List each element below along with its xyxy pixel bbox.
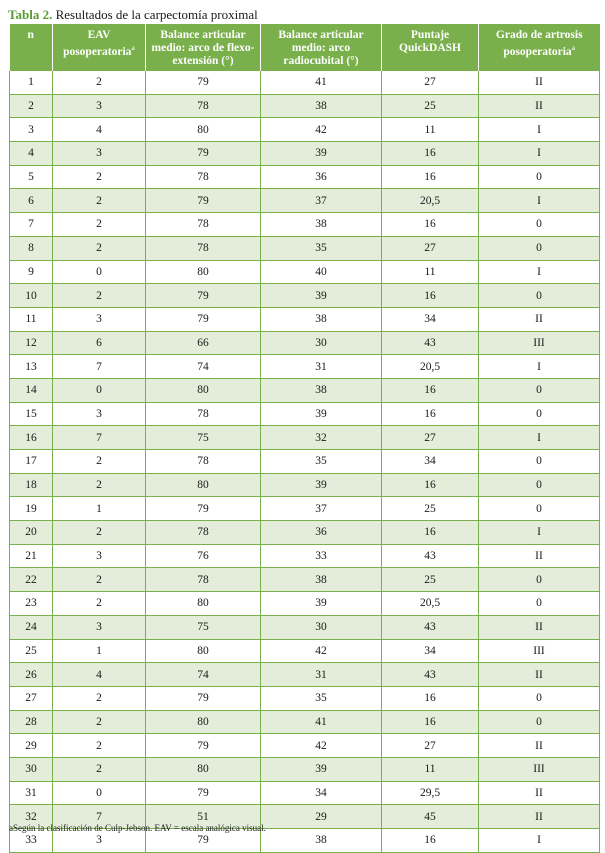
table-row — [10, 592, 600, 616]
column-header — [261, 24, 382, 71]
table-row — [10, 734, 600, 758]
table-row — [10, 639, 600, 663]
table-cell: 38 — [261, 568, 382, 592]
table-cell: 16 — [382, 284, 479, 308]
table-cell: 74 — [146, 663, 261, 687]
table-cell: 14 — [10, 378, 53, 402]
table-cell: 42 — [261, 734, 382, 758]
table-cell: 80 — [146, 710, 261, 734]
table-row — [10, 686, 600, 710]
table-cell: 38 — [261, 213, 382, 237]
table-cell: 6 — [53, 331, 146, 355]
table-cell: 25 — [10, 639, 53, 663]
table-cell: 0 — [479, 213, 600, 237]
table-cell: 0 — [53, 260, 146, 284]
table-cell: 20,5 — [382, 355, 479, 379]
table-cell: 38 — [261, 307, 382, 331]
table-cell: 2 — [53, 165, 146, 189]
table-cell: 27 — [382, 236, 479, 260]
caption-title: Resultados de la carpectomía proximal — [55, 7, 258, 22]
table-cell: 39 — [261, 757, 382, 781]
table-cell: 51 — [146, 805, 261, 829]
table-cell: 17 — [10, 450, 53, 474]
table-cell: 11 — [382, 260, 479, 284]
column-header-label: Grado de artrosis posoperatoria$^a$ — [495, 29, 583, 58]
column-header-label: Puntaje QuickDASH — [399, 29, 461, 54]
table-cell: 1 — [10, 71, 53, 94]
footnote-marker: a — [131, 44, 135, 52]
table-cell: 16 — [382, 165, 479, 189]
table-cell: 16 — [382, 829, 479, 853]
table-cell: 16 — [382, 213, 479, 237]
table-cell: I — [479, 118, 600, 142]
table-row — [10, 331, 600, 355]
table-cell: 24 — [10, 615, 53, 639]
table-cell: 2 — [53, 710, 146, 734]
table-cell: 11 — [10, 307, 53, 331]
table-cell: 31 — [261, 663, 382, 687]
table-cell: 39 — [261, 592, 382, 616]
table-cell: 25 — [382, 94, 479, 118]
table-cell: 79 — [146, 284, 261, 308]
table-cell: 31 — [10, 781, 53, 805]
table-cell: 80 — [146, 639, 261, 663]
table-cell: 0 — [479, 165, 600, 189]
table-cell: 79 — [146, 307, 261, 331]
table-cell: 28 — [10, 710, 53, 734]
table-cell: I — [479, 142, 600, 166]
table-cell: 6 — [10, 189, 53, 213]
table-cell: 4 — [53, 663, 146, 687]
table-cell: 0 — [53, 378, 146, 402]
table-cell: 31 — [261, 355, 382, 379]
table-cell: 39 — [261, 284, 382, 308]
table-row — [10, 497, 600, 521]
table-cell: 42 — [261, 639, 382, 663]
table-cell: I — [479, 829, 600, 853]
table-cell: 74 — [146, 355, 261, 379]
table-cell: II — [479, 71, 600, 94]
table-cell: 7 — [53, 355, 146, 379]
table-cell: III — [479, 639, 600, 663]
table-cell: 0 — [479, 236, 600, 260]
table-row — [10, 757, 600, 781]
table-cell: 19 — [10, 497, 53, 521]
table-cell: 2 — [10, 94, 53, 118]
table-row — [10, 213, 600, 237]
table-cell: 7 — [10, 213, 53, 237]
table-cell: 42 — [261, 118, 382, 142]
table-cell: 12 — [10, 331, 53, 355]
table-cell: 39 — [261, 473, 382, 497]
table-cell: 43 — [382, 331, 479, 355]
table-row — [10, 544, 600, 568]
table-cell: 15 — [10, 402, 53, 426]
table-cell: 39 — [261, 402, 382, 426]
table-cell: 35 — [261, 686, 382, 710]
table-cell: 0 — [479, 710, 600, 734]
table-cell: 10 — [10, 284, 53, 308]
table-cell: 0 — [479, 568, 600, 592]
table-cell: 29,5 — [382, 781, 479, 805]
table-row — [10, 71, 600, 94]
table-cell: 79 — [146, 497, 261, 521]
column-header — [10, 24, 53, 71]
table-row — [10, 521, 600, 545]
table-cell: 78 — [146, 213, 261, 237]
table-cell: 0 — [479, 378, 600, 402]
table-cell: I — [479, 260, 600, 284]
table-cell: 2 — [53, 592, 146, 616]
table-footnote: aSegún la clasificación de Culp-Jebson. EAV = escala analógica visual. — [9, 823, 266, 833]
table-cell: 2 — [53, 734, 146, 758]
table-cell: I — [479, 426, 600, 450]
table-cell: 2 — [53, 236, 146, 260]
column-header — [479, 24, 600, 71]
table-cell: 13 — [10, 355, 53, 379]
table-cell: II — [479, 663, 600, 687]
table-cell: 79 — [146, 142, 261, 166]
table-cell: 2 — [53, 189, 146, 213]
table-cell: 0 — [479, 497, 600, 521]
table-cell: 20 — [10, 521, 53, 545]
table-cell: 16 — [382, 473, 479, 497]
table-cell: 34 — [261, 781, 382, 805]
table-cell: 11 — [382, 757, 479, 781]
table-cell: 2 — [53, 213, 146, 237]
table-cell: 25 — [382, 568, 479, 592]
column-header — [382, 24, 479, 71]
table-row — [10, 378, 600, 402]
results-table — [9, 24, 600, 853]
table-cell: 79 — [146, 686, 261, 710]
table-cell: 3 — [53, 402, 146, 426]
table-cell: 45 — [382, 805, 479, 829]
table-cell: 3 — [53, 544, 146, 568]
table-cell: 1 — [53, 497, 146, 521]
table-cell: 2 — [53, 284, 146, 308]
table-cell: II — [479, 544, 600, 568]
table-cell: 78 — [146, 521, 261, 545]
table-row — [10, 118, 600, 142]
table-cell: III — [479, 331, 600, 355]
table-row — [10, 236, 600, 260]
table-cell: 9 — [10, 260, 53, 284]
table-cell: 37 — [261, 497, 382, 521]
table-cell: 27 — [10, 686, 53, 710]
table-row — [10, 165, 600, 189]
table-cell: 27 — [382, 426, 479, 450]
table-cell: II — [479, 307, 600, 331]
column-header-label: n — [27, 29, 34, 41]
table-cell: 4 — [53, 118, 146, 142]
table-cell: 80 — [146, 378, 261, 402]
table-cell: 0 — [479, 402, 600, 426]
table-row — [10, 426, 600, 450]
column-header — [146, 24, 261, 71]
table-cell: 78 — [146, 568, 261, 592]
table-cell: 66 — [146, 331, 261, 355]
table-cell: 78 — [146, 165, 261, 189]
table-cell: 27 — [382, 734, 479, 758]
table-cell: 16 — [382, 402, 479, 426]
table-cell: 38 — [261, 94, 382, 118]
table-cell: 40 — [261, 260, 382, 284]
table-cell: 16 — [382, 710, 479, 734]
table-cell: 80 — [146, 757, 261, 781]
header-row — [10, 24, 600, 71]
table-cell: 1 — [53, 639, 146, 663]
table-cell: 16 — [382, 378, 479, 402]
table-cell: 37 — [261, 189, 382, 213]
table-cell: 78 — [146, 236, 261, 260]
table-cell: 79 — [146, 734, 261, 758]
column-header-label: EAV posoperatoria$^a$ — [63, 29, 135, 58]
table-cell: 35 — [261, 236, 382, 260]
table-cell: 33 — [261, 544, 382, 568]
table-cell: 0 — [53, 781, 146, 805]
table-cell: 33 — [10, 829, 53, 853]
table-cell: 3 — [53, 142, 146, 166]
table-cell: 7 — [53, 426, 146, 450]
table-cell: 79 — [146, 189, 261, 213]
caption-label: Tabla 2. — [8, 7, 53, 22]
table-cell: 32 — [261, 426, 382, 450]
table-cell: 78 — [146, 402, 261, 426]
table-cell: 43 — [382, 615, 479, 639]
table-body — [10, 71, 600, 852]
table-cell: 30 — [261, 331, 382, 355]
table-cell: 76 — [146, 544, 261, 568]
table-row — [10, 307, 600, 331]
table-cell: 41 — [261, 710, 382, 734]
table-cell: 36 — [261, 165, 382, 189]
table-cell: 21 — [10, 544, 53, 568]
table-cell: 16 — [382, 521, 479, 545]
table-row — [10, 189, 600, 213]
table-row — [10, 450, 600, 474]
table-row — [10, 615, 600, 639]
table-cell: 18 — [10, 473, 53, 497]
table-cell: 35 — [261, 450, 382, 474]
table-cell: 16 — [382, 686, 479, 710]
table-cell: 79 — [146, 71, 261, 94]
table-cell: 34 — [382, 307, 479, 331]
table-cell: 43 — [382, 544, 479, 568]
table-cell: 29 — [10, 734, 53, 758]
table-cell: II — [479, 805, 600, 829]
table-cell: 36 — [261, 521, 382, 545]
table-cell: 30 — [261, 615, 382, 639]
table-cell: 30 — [10, 757, 53, 781]
table-cell: 43 — [382, 663, 479, 687]
table-row — [10, 402, 600, 426]
table-cell: III — [479, 757, 600, 781]
table-cell: I — [479, 189, 600, 213]
table-cell: II — [479, 781, 600, 805]
table-cell: 16 — [10, 426, 53, 450]
table-cell: 75 — [146, 426, 261, 450]
table-cell: 2 — [53, 686, 146, 710]
table-row — [10, 710, 600, 734]
table-cell: 11 — [382, 118, 479, 142]
table-cell: 3 — [53, 307, 146, 331]
table-header — [10, 24, 600, 71]
table-cell: 2 — [53, 757, 146, 781]
table-cell: II — [479, 615, 600, 639]
table-cell: 80 — [146, 592, 261, 616]
table-cell: 29 — [261, 805, 382, 829]
table-caption — [8, 7, 258, 23]
table-cell: 80 — [146, 260, 261, 284]
table-cell: 0 — [479, 473, 600, 497]
table-cell: 22 — [10, 568, 53, 592]
table-cell: II — [479, 94, 600, 118]
table-row — [10, 355, 600, 379]
footnote-marker: a — [571, 44, 576, 52]
table-cell: 0 — [479, 284, 600, 308]
table-row — [10, 260, 600, 284]
table-cell: 0 — [479, 450, 600, 474]
column-header-label: Balance articular medio: arco radiocubital (°) — [278, 29, 364, 67]
table-cell: I — [479, 355, 600, 379]
table-cell: 0 — [479, 592, 600, 616]
table-cell: 2 — [53, 71, 146, 94]
table-row — [10, 142, 600, 166]
table-cell: 20,5 — [382, 189, 479, 213]
table-row — [10, 284, 600, 308]
table-cell: 2 — [53, 473, 146, 497]
table-cell: 25 — [382, 497, 479, 521]
table-row — [10, 473, 600, 497]
table-cell: 79 — [146, 781, 261, 805]
table-row — [10, 781, 600, 805]
table-cell: 0 — [479, 686, 600, 710]
table-cell: 2 — [53, 450, 146, 474]
table-cell: 34 — [382, 450, 479, 474]
table-cell: 26 — [10, 663, 53, 687]
table-cell: 80 — [146, 118, 261, 142]
table-cell: 39 — [261, 142, 382, 166]
table-cell: 23 — [10, 592, 53, 616]
table-cell: 75 — [146, 615, 261, 639]
table-cell: 2 — [53, 521, 146, 545]
table-cell: 79 — [146, 829, 261, 853]
table-row — [10, 663, 600, 687]
table-cell: 20,5 — [382, 592, 479, 616]
table-cell: 27 — [382, 71, 479, 94]
column-header — [53, 24, 146, 71]
table-cell: I — [479, 521, 600, 545]
table-cell: II — [479, 734, 600, 758]
table-cell: 41 — [261, 71, 382, 94]
table-cell: 78 — [146, 94, 261, 118]
table-cell: 7 — [53, 805, 146, 829]
table-cell: 78 — [146, 450, 261, 474]
table-cell: 32 — [10, 805, 53, 829]
column-header-label: Balance articular medio: arco de flexo-extensión (°) — [151, 29, 255, 67]
table-row — [10, 94, 600, 118]
table-cell: 3 — [10, 118, 53, 142]
table-cell: 3 — [53, 94, 146, 118]
table-cell: 8 — [10, 236, 53, 260]
table-cell: 16 — [382, 142, 479, 166]
table-cell: 34 — [382, 639, 479, 663]
table-cell: 3 — [53, 615, 146, 639]
table-cell: 5 — [10, 165, 53, 189]
table-cell: 80 — [146, 473, 261, 497]
table-row — [10, 568, 600, 592]
table-cell: 38 — [261, 378, 382, 402]
table-cell: 2 — [53, 568, 146, 592]
table-cell: 3 — [53, 829, 146, 853]
table-cell: 4 — [10, 142, 53, 166]
table-cell: 38 — [261, 829, 382, 853]
